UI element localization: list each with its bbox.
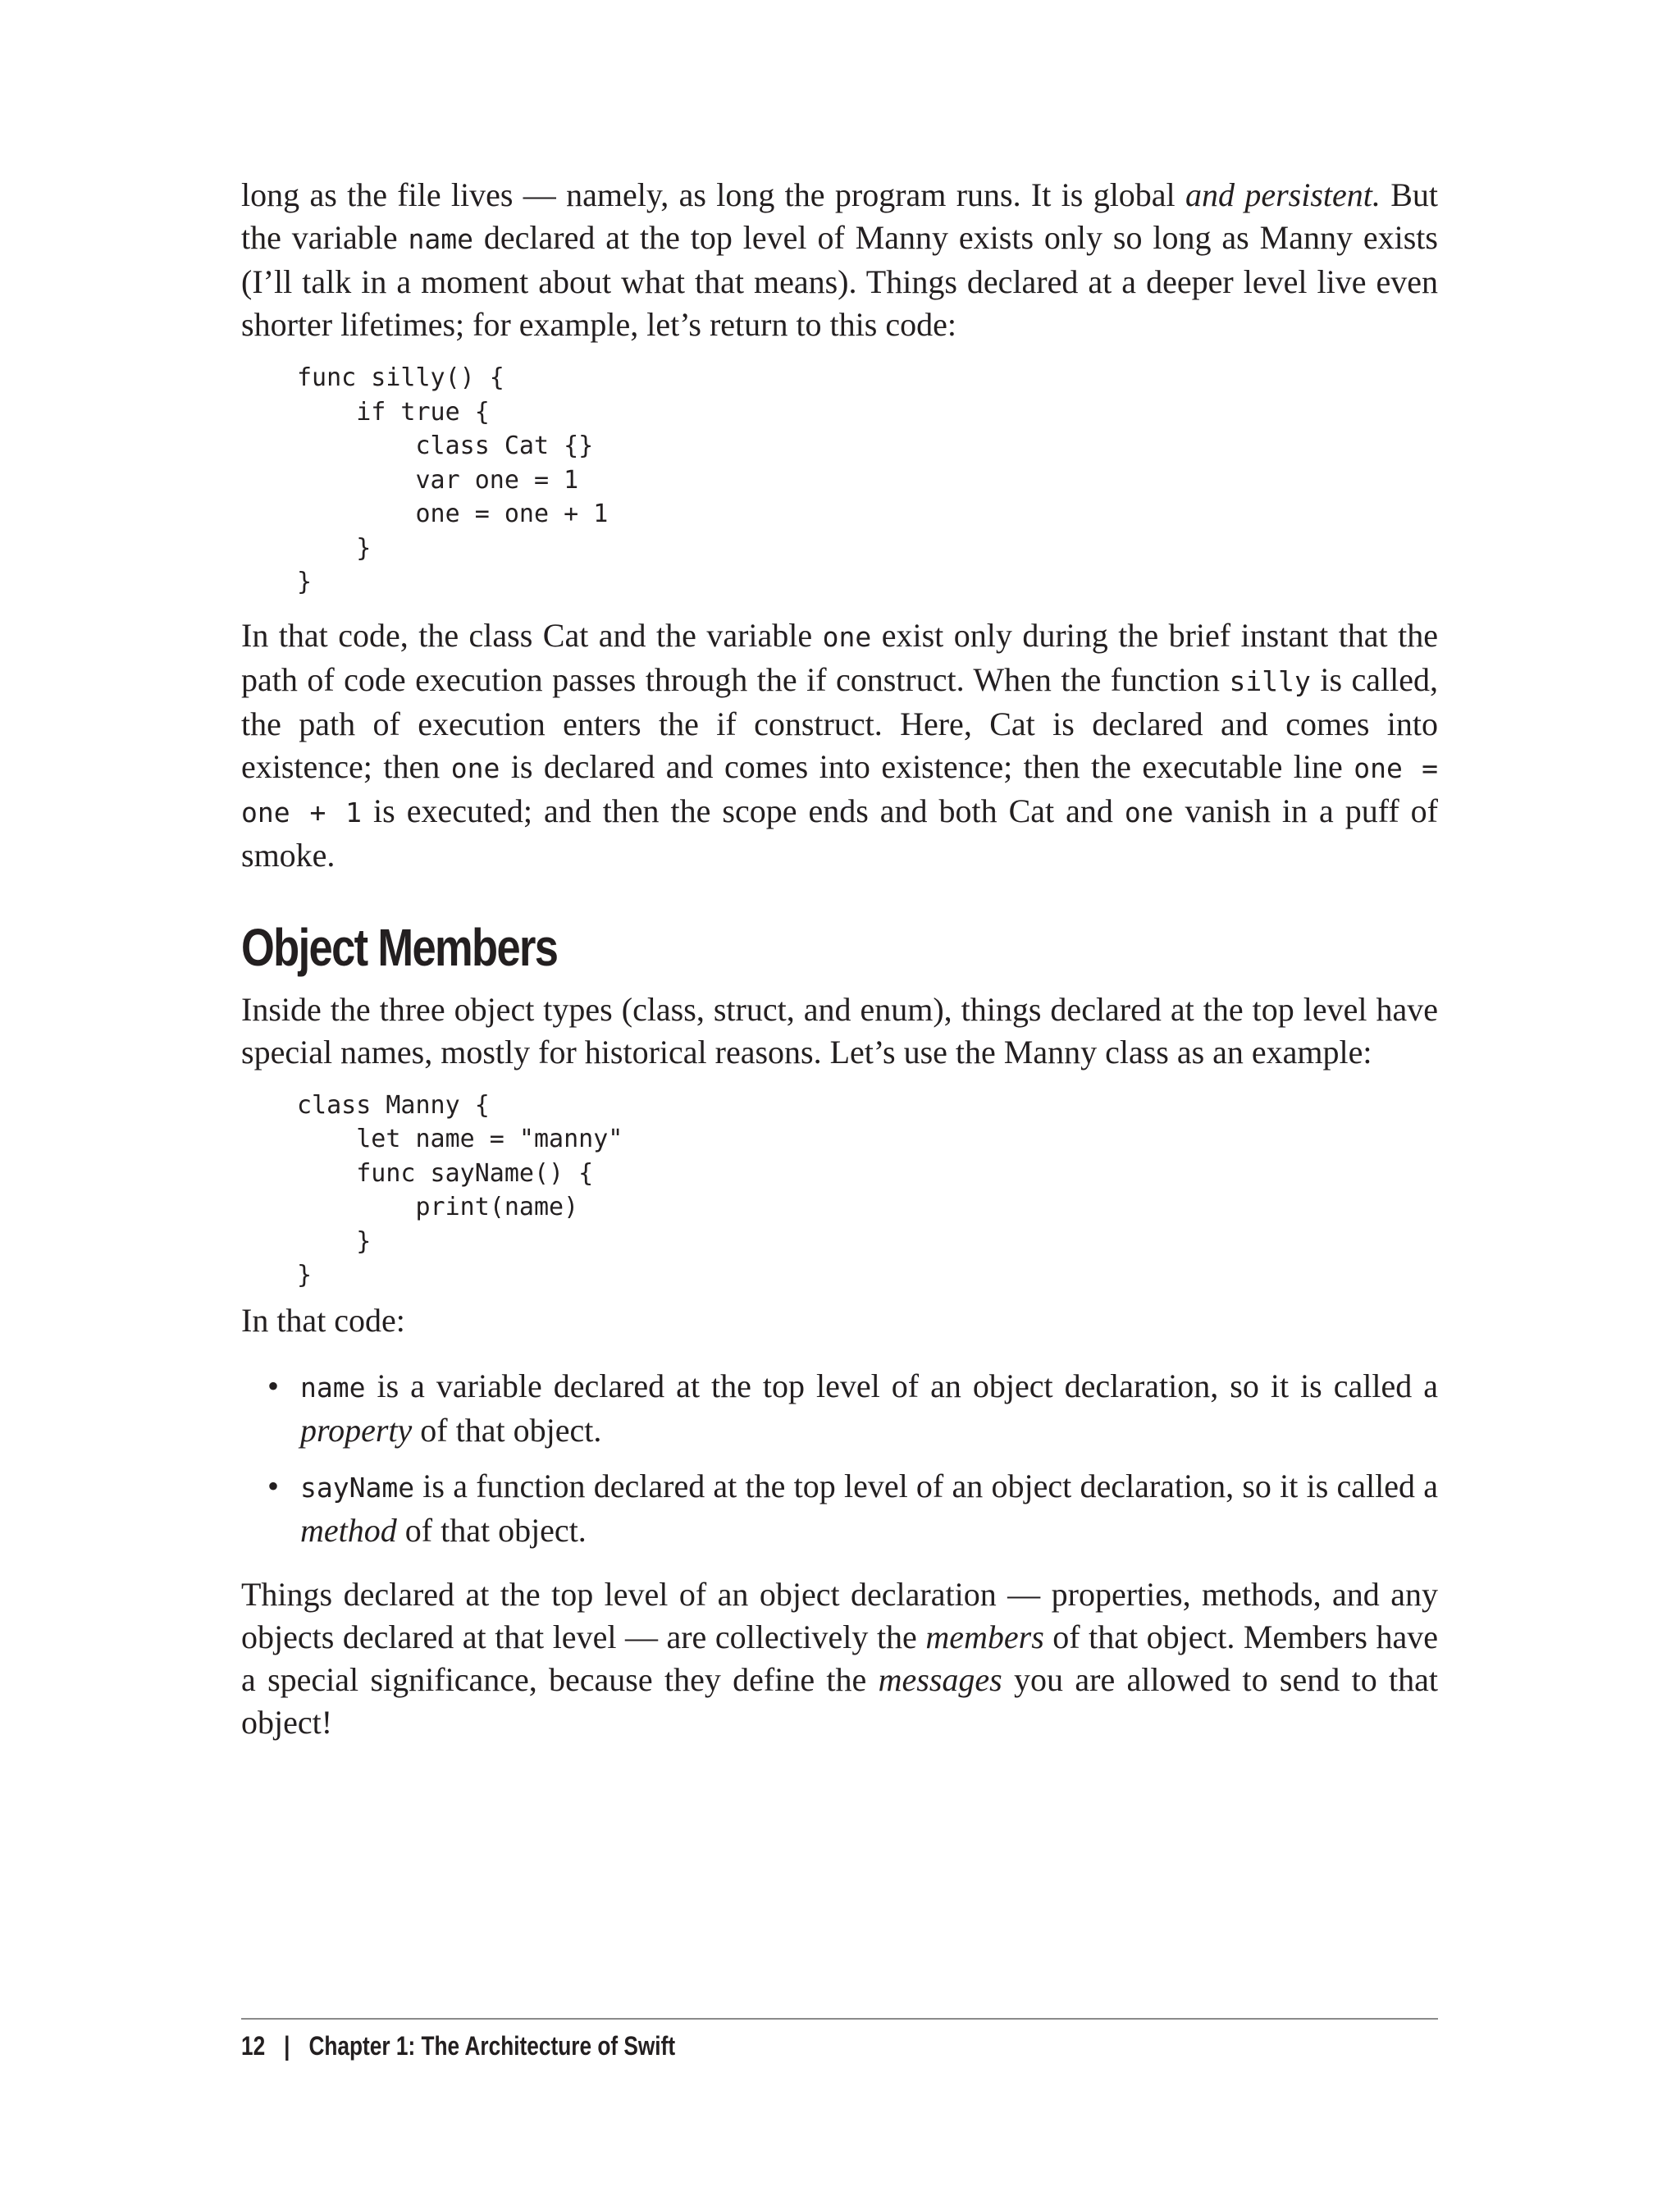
bullet-marker: • [267, 1367, 280, 1404]
list-item [241, 1365, 1438, 1452]
text: Things declared at the top level of an object declaration — properties, methods, and any objects declared at that level — are collectively the [241, 1575, 1438, 1655]
list-item [241, 1465, 1438, 1552]
inline-code: sayName [300, 1471, 415, 1504]
inline-code: one [822, 620, 872, 653]
inline-code: one = one + 1 [241, 751, 1438, 829]
text: of that object. Members have a special significance, because they define the [241, 1618, 1439, 1698]
text: declared at the top level of Manny exists only so long as Manny exists (I’ll talk in a moment about what that means). Things declared at a deeper level live even shorter lifetimes; for example, let’s return to this code: [241, 219, 1438, 343]
paragraph-scope [241, 614, 1438, 877]
page-number: 12 [241, 2031, 266, 2061]
text: of that object. [412, 1411, 602, 1449]
chapter-title: Chapter 1: The Architecture of Swift [308, 2031, 676, 2061]
emphasis: method [300, 1511, 397, 1549]
inline-code: one [1124, 796, 1174, 829]
bullet-list [241, 1365, 1438, 1552]
inline-code: silly [1229, 664, 1311, 697]
inline-code: one [450, 751, 500, 784]
inline-code: name [408, 223, 473, 255]
inline-code: name [300, 1371, 366, 1404]
paragraph-in-that-code: In that code: [241, 1301, 405, 1339]
footer-divider [241, 2018, 1438, 2020]
text: vanish in a puff of smoke. [241, 792, 1438, 874]
page-footer [241, 2028, 675, 2064]
section-heading: Object Members [241, 917, 558, 977]
page-content [241, 174, 1438, 1744]
bullet-marker: • [267, 1467, 280, 1504]
text: is declared and comes into existence; then the executable line [500, 747, 1354, 785]
text: is called, the path of execution enters the if construct. Here, Cat is declared and comes into existence; then [241, 660, 1438, 785]
text: you are allowed to send to that object! [241, 1660, 1438, 1741]
code-block-silly: func silly() { if true { class Cat {} var one = 1 one = one + 1 } } [297, 363, 609, 596]
text: long as the file lives — namely, as long the program runs. It is global [241, 176, 1185, 213]
text: is a function declared at the top level of an object declaration, so it is called a [414, 1467, 1438, 1504]
paragraph-intro [241, 174, 1438, 346]
text: exist only during the brief instant that the path of code execution passes through the if construct. When the function [241, 616, 1439, 698]
paragraph-object-types: Inside the three object types (class, struct, and enum), things declared at the top level have special names, mostly for historical reasons. Let’s use the Manny class as an example: [241, 990, 1438, 1071]
emphasis: and persistent. [1185, 176, 1381, 213]
footer-separator: | [284, 2031, 290, 2061]
emphasis: members [925, 1618, 1044, 1655]
code-block-manny: class Manny { let name = "manny" func sayName() { print(name) } } [297, 1090, 623, 1290]
emphasis: property [300, 1411, 413, 1449]
text: In that code, the class Cat and the variable [241, 616, 823, 654]
emphasis: messages [878, 1660, 1002, 1698]
text: is a variable declared at the top level of an object declaration, so it is called a [365, 1367, 1438, 1404]
text: is executed; and then the scope ends and both Cat and [362, 792, 1125, 829]
text: of that object. [396, 1511, 587, 1549]
paragraph-members [241, 1573, 1438, 1744]
text: But the variable [241, 176, 1438, 256]
